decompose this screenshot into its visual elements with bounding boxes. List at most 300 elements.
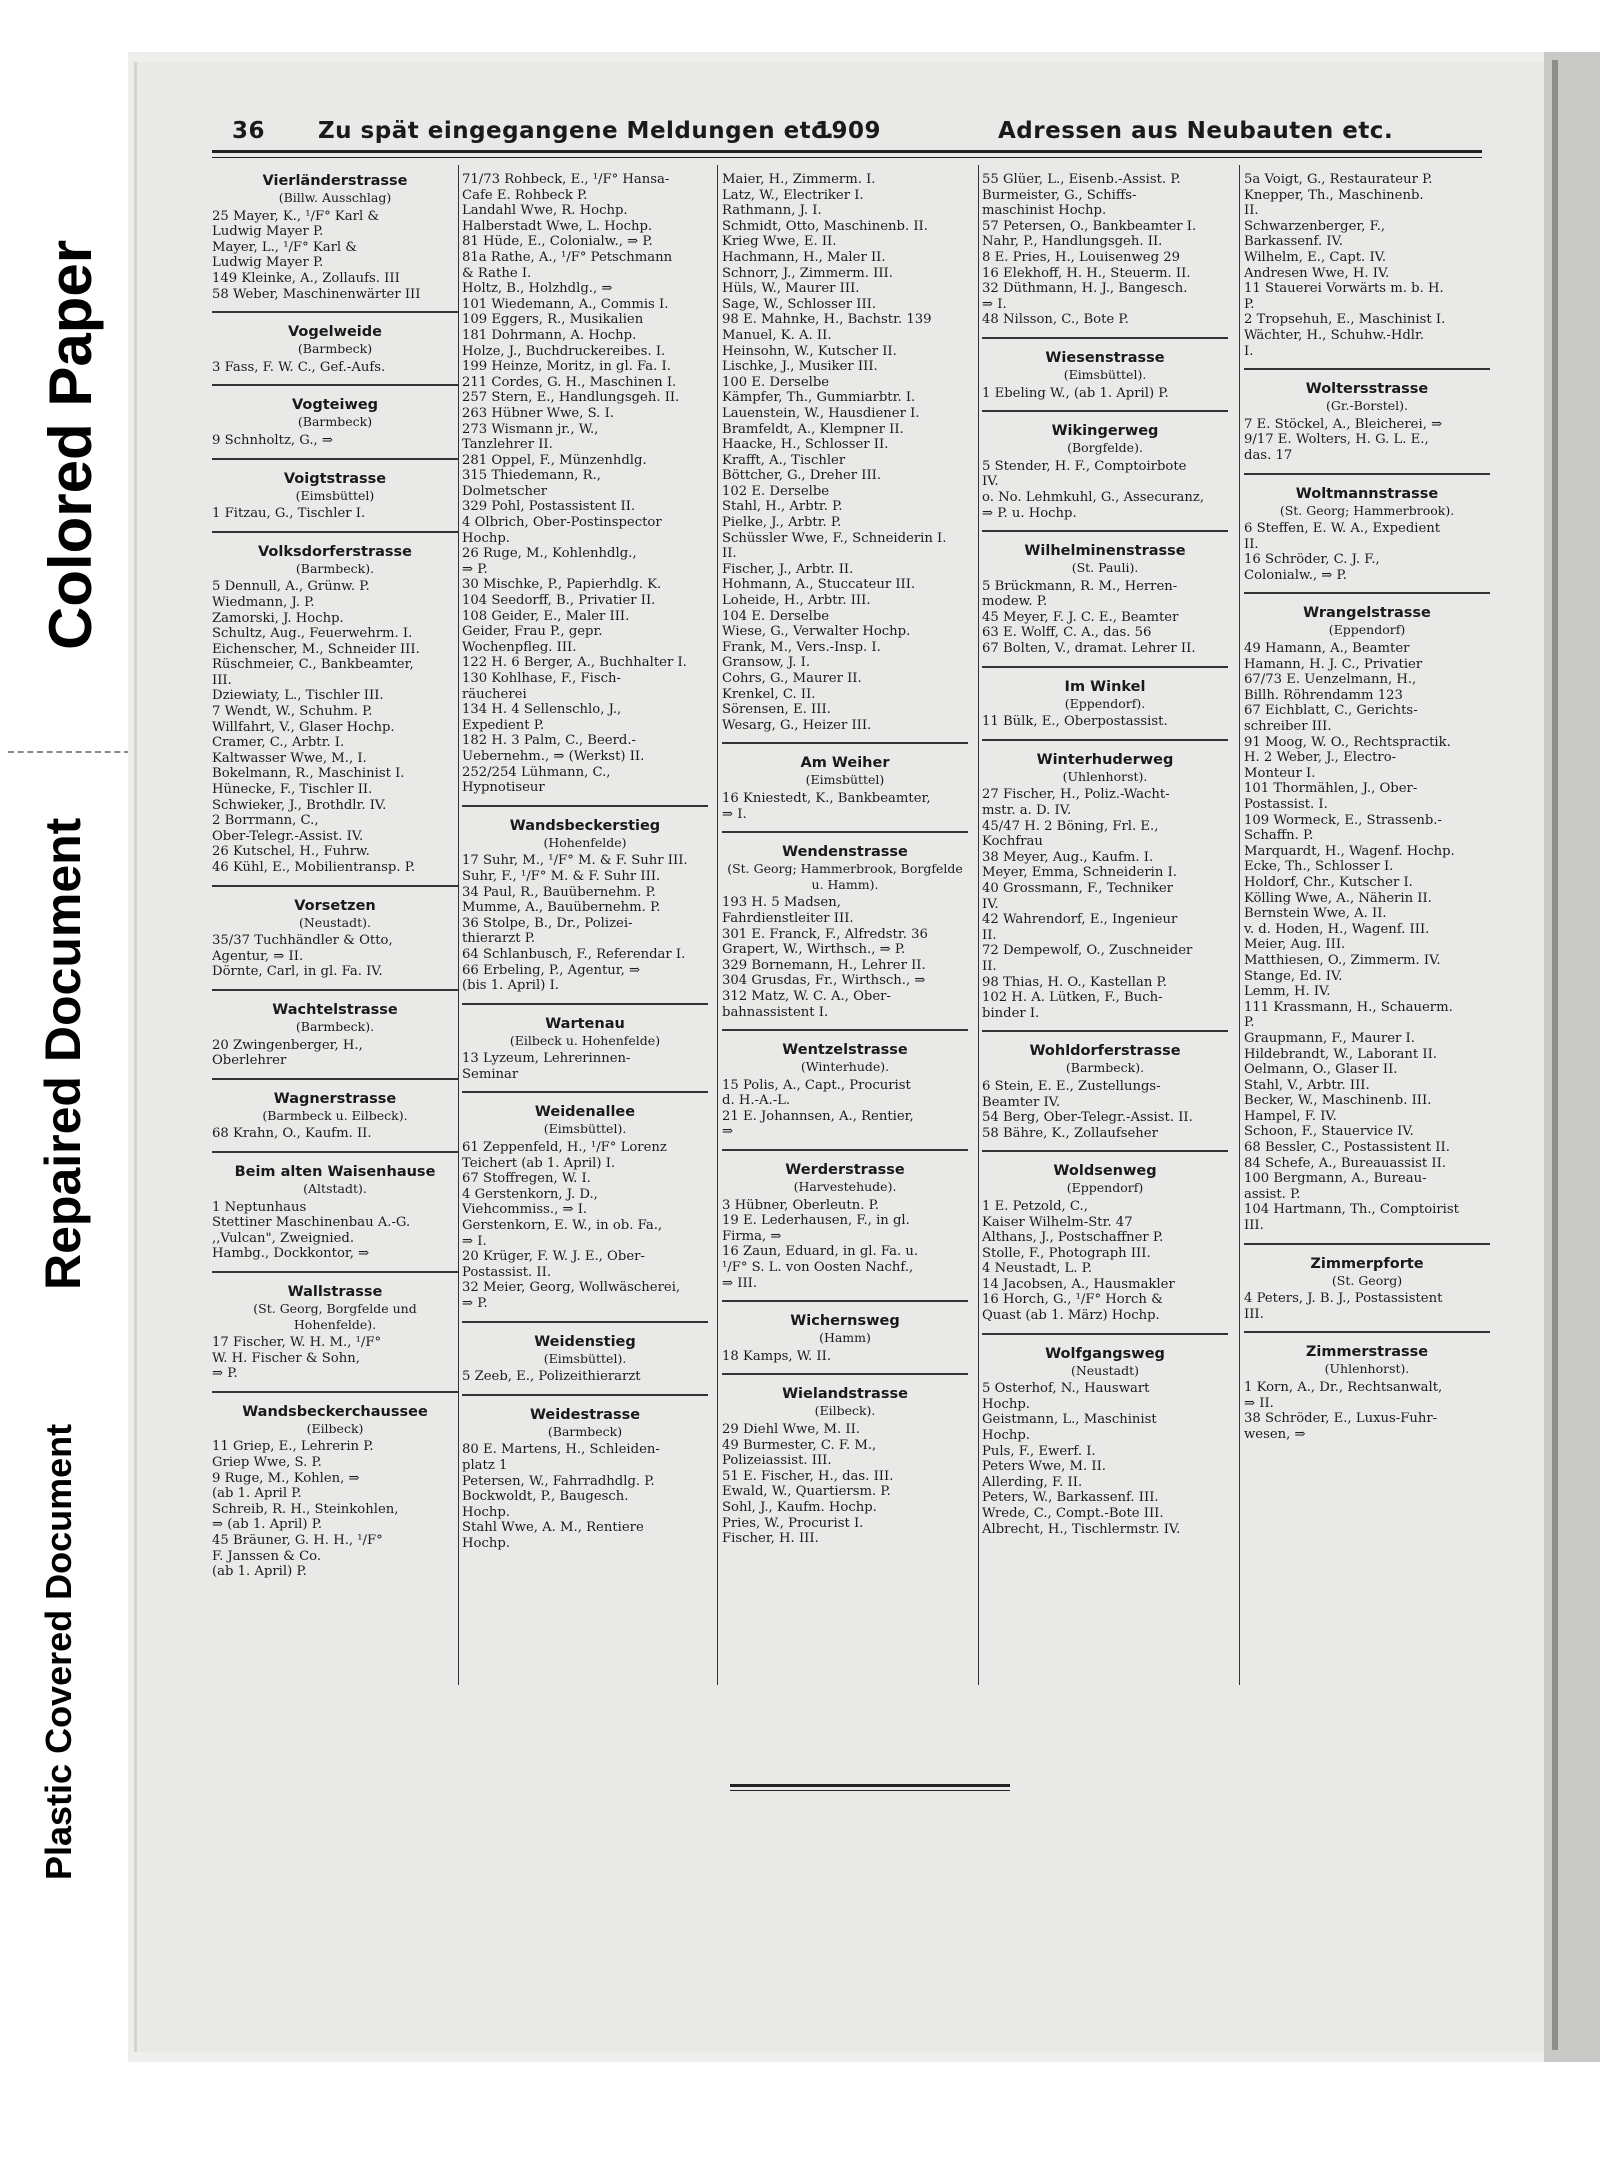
resident-entry: 104 E. Derselbe (722, 608, 830, 624)
resident-entry: Suhr, F., ¹/F° M. & F. Suhr III. (462, 868, 661, 884)
resident-entry: 11 Stauerei Vorwärts m. b. H. (1244, 281, 1444, 297)
resident-entry: 5 Dennull, A., Grünw. P. (212, 579, 370, 595)
resident-entry: assist. P. (1244, 1186, 1301, 1202)
street-section (462, 1103, 708, 1322)
resident-entry: Schwarzenberger, F., (1244, 218, 1386, 234)
resident-entry: Marquardt, H., Wagenf. Hochp. (1244, 843, 1455, 859)
resident-entry: 3 Hübner, Oberleutn. P. (722, 1197, 879, 1213)
resident-entry: 2 Borrmann, C., (212, 813, 319, 829)
ornament-rule-thin (730, 1790, 1010, 1791)
resident-entry: Bernstein Wwe, A. II. (1244, 906, 1387, 922)
resident-entry: Quast (ab 1. März) Hochp. (982, 1308, 1160, 1324)
resident-entry: Billh. Röhrendamm 123 (1244, 687, 1403, 703)
resident-entry: Grapert, W., Wirthsch., ⇒ P. (722, 942, 906, 958)
street-section (1244, 485, 1490, 595)
resident-entry: IV. (982, 896, 999, 912)
resident-entry: Hüls, W., Maurer III. (722, 281, 860, 297)
resident-entry: 104 Seedorff, B., Privatier II. (462, 593, 656, 609)
street-name: Zimmerpforte (1310, 1255, 1424, 1272)
resident-entry: Hochp. (982, 1396, 1030, 1412)
resident-entry: Becker, W., Maschinenb. III. (1244, 1093, 1432, 1109)
resident-entry: II. (1244, 536, 1259, 552)
resident-entry: bahnassistent I. (722, 1004, 829, 1020)
street-section (212, 470, 458, 533)
resident-entry: Schaffn. P. (1244, 828, 1314, 844)
resident-entry: Zamorski, J. Hochp. (212, 610, 344, 626)
resident-entry: Viehcommiss., ⇒ I. (462, 1202, 588, 1218)
resident-entry: 9/17 E. Wolters, H. G. L. E., (1244, 432, 1429, 448)
resident-entry: ⇒ I. (982, 296, 1007, 312)
street-section (982, 422, 1228, 532)
resident-entry: III. (1244, 1218, 1264, 1234)
district-name: (Eilbeck). (814, 1403, 876, 1419)
resident-entry: 6 Stein, E. E., Zustellungs- (982, 1078, 1161, 1094)
resident-entry: Cohrs, G., Maurer II. (722, 671, 862, 686)
column-divider (978, 165, 979, 1685)
resident-entry: II. (1244, 203, 1259, 219)
header-rule (212, 150, 1482, 153)
street-name: Woldsenweg (1053, 1163, 1157, 1180)
resident-entry: 34 Paul, R., Bauübernehm. P. (462, 884, 656, 900)
resident-entry: 67 Stoffregen, W. I. (462, 1171, 591, 1187)
resident-entry: Schultz, Aug., Feuerwehrm. I. (212, 626, 413, 642)
resident-entry: 68 Bessler, C., Postassistent II. (1244, 1140, 1450, 1156)
resident-entry: 5a Voigt, G., Restaurateur P. (1244, 172, 1433, 187)
resident-entry: schreiber III. (1244, 719, 1332, 735)
street-name: Wallstrasse (287, 1283, 383, 1300)
district-name: (Billw. Ausschlag) (278, 190, 392, 205)
district-name: (St. Georg) (1331, 1272, 1403, 1288)
street-section (212, 323, 458, 386)
street-name: Wandsbeckerchaussee (242, 1403, 428, 1420)
resident-entry: Mumme, A., Bauübernehm. P. (462, 900, 661, 916)
resident-entry: Ludwig Mayer P. (212, 255, 324, 271)
district-name: (Uhlenhorst). (1324, 1361, 1410, 1377)
district-name: (Eimsbüttel). (543, 1121, 627, 1137)
resident-entry: binder I. (982, 1005, 1040, 1021)
district-name: (Eimsbüttel). (1063, 366, 1147, 382)
resident-entry: Tanzlehrer II. (462, 437, 553, 453)
resident-entry: 2 Tropsehuh, E., Maschinist I. (1244, 312, 1446, 328)
resident-entry: Hochp. (462, 1535, 510, 1551)
resident-entry: 64 Schlanbusch, F., Referendar I. (462, 946, 686, 962)
resident-entry: Landahl Wwe, R. Hochp. (462, 203, 628, 219)
resident-entry: 101 Thormählen, J., Ober- (1244, 781, 1418, 797)
resident-entry: ,,Vulcan", Zweignied. (212, 1230, 355, 1246)
district-name: (Neustadt). (298, 914, 372, 930)
resident-entry: 15 Polis, A., Capt., Procurist (722, 1077, 911, 1093)
street-section (462, 1333, 708, 1396)
resident-entry: 45 Bräuner, G. H. H., ¹/F° (212, 1533, 383, 1549)
resident-entry: Oberlehrer (212, 1053, 287, 1069)
street-name: Voigtstrasse (283, 470, 387, 487)
resident-entry: wesen, ⇒ (1244, 1426, 1306, 1442)
street-section (982, 1162, 1228, 1334)
resident-entry: 1 Neptunhaus (212, 1199, 307, 1215)
street-name: Woltersstrasse (1305, 381, 1429, 398)
resident-entry: Willfahrt, V., Glaser Hochp. (212, 719, 395, 735)
street-name: Weidenstieg (534, 1333, 636, 1350)
resident-entry: Stahl, V., Arbtr. III. (1244, 1077, 1370, 1093)
resident-entry: 63 E. Wolff, C. A., das. 56 (982, 625, 1152, 641)
resident-entry: 17 Fischer, W. H. M., ¹/F° (212, 1335, 382, 1351)
resident-entry: 1 Fitzau, G., Tischler I. (212, 506, 366, 522)
resident-entry: Puls, F., Ewerf. I. (982, 1443, 1096, 1459)
resident-entry: thierarzt P. (462, 931, 536, 947)
resident-entry: 7 E. Stöckel, A., Bleicherei, ⇒ (1244, 416, 1443, 432)
district-name: (Barmbeck). (295, 1018, 375, 1034)
street-name: Weidestrasse (529, 1406, 641, 1423)
resident-entry: Petersen, W., Fahrradhdlg. P. (462, 1473, 655, 1489)
resident-entry: ⇒ (722, 1124, 734, 1140)
resident-entry: Lauenstein, W., Hausdiener I. (722, 405, 920, 421)
street-name: Wagnerstrasse (273, 1090, 397, 1107)
resident-entry: 61 Zeppenfeld, H., ¹/F° Lorenz (462, 1140, 667, 1156)
resident-entry: Bockwoldt, P., Baugesch. (462, 1489, 629, 1505)
resident-entry: 304 Grusdas, Fr., Wirthsch., ⇒ (722, 973, 926, 989)
resident-entry: 46 Kühl, E., Mobilientransp. P. (212, 860, 416, 875)
header-rule-thin (212, 157, 1482, 158)
resident-entry: 38 Schröder, E., Luxus-Fuhr- (1244, 1411, 1438, 1427)
resident-entry: Seminar (462, 1066, 519, 1082)
street-section (212, 396, 458, 459)
resident-entry: 11 Bülk, E., Oberpostassist. (982, 714, 1168, 730)
resident-entry: Andresen Wwe, H. IV. (1244, 265, 1390, 281)
street-name: Wolfgangsweg (1045, 1345, 1165, 1362)
resident-entry: Ecke, Th., Schlosser I. (1244, 859, 1394, 875)
resident-entry: Halberstadt Wwe, L. Hochp. (462, 218, 653, 234)
resident-entry: Krenkel, C. II. (722, 686, 816, 702)
resident-entry: Graupmann, F., Maurer I. (1244, 1030, 1415, 1046)
resident-entry: Stahl Wwe, A. M., Rentiere (462, 1520, 644, 1536)
resident-entry: ⇒ (ab 1. April) P. (212, 1517, 323, 1533)
resident-entry: Barkassenf. IV. (1244, 234, 1343, 250)
resident-entry: Wilhelm, E., Capt. IV. (1244, 249, 1387, 265)
resident-entry: Schmidt, Otto, Maschinenb. II. (722, 218, 928, 234)
resident-entry: Frank, M., Vers.-Insp. I. (722, 639, 881, 655)
resident-entry: 181 Dohrmann, A. Hochp. (462, 327, 637, 343)
resident-entry: Pielke, J., Arbtr. P. (722, 515, 842, 531)
street-section (1244, 604, 1490, 1244)
district-name: (Hamm) (819, 1330, 871, 1346)
resident-entry: 252/254 Lühmann, C., (462, 764, 611, 780)
street-name: Wiesenstrasse (1045, 349, 1165, 366)
resident-entry: Heinsohn, W., Kutscher II. (722, 343, 897, 359)
resident-entry: 68 Krahn, O., Kaufm. II. (212, 1126, 372, 1142)
street-name: Im Winkel (1064, 678, 1146, 695)
resident-entry: 27 Fischer, H., Poliz.-Wacht- (982, 787, 1170, 803)
resident-entry: Schnorr, J., Zimmerm. III. (722, 265, 893, 281)
resident-entry: Schwieker, J., Brothdlr. IV. (212, 797, 387, 813)
resident-entry: P. (1244, 296, 1255, 312)
street-section (212, 1283, 458, 1393)
resident-entry: modew. P. (982, 594, 1048, 610)
street-section (212, 543, 458, 887)
resident-entry: Cramer, C., Arbtr. I. (212, 735, 345, 751)
resident-entry: 49 Hamann, A., Beamter (1244, 641, 1410, 657)
street-section (722, 172, 968, 744)
street-name: Wentzelstrasse (782, 1042, 908, 1059)
resident-entry: (ab 1. April) P. (212, 1564, 307, 1580)
resident-entry: 100 Bergmann, A., Bureau- (1244, 1171, 1427, 1187)
label-plastic-covered-document: Plastic Covered Document (38, 1423, 79, 1880)
resident-entry: Geider, Frau P., gepr. (462, 624, 603, 640)
condition-label-strip (0, 0, 128, 2177)
street-name: Zimmerstrasse (1305, 1344, 1429, 1361)
resident-entry: Hamann, H. J. C., Privatier (1244, 656, 1423, 672)
street-section (1244, 1343, 1490, 1451)
street-name: Wielandstrasse (782, 1386, 908, 1403)
resident-entry: 6 Steffen, E. W. A., Expedient (1244, 521, 1441, 537)
resident-entry: Albrecht, H., Tischlermstr. IV. (982, 1521, 1181, 1537)
resident-entry: 20 Krüger, F. W. J. E., Ober- (462, 1249, 645, 1265)
resident-entry: 273 Wismann jr., W., (462, 421, 599, 437)
resident-entry: Hypnotiseur (462, 780, 545, 796)
resident-entry: 51 E. Fischer, H., das. III. (722, 1468, 894, 1484)
resident-entry: Wochenpfleg. III. (462, 639, 577, 655)
street-section (982, 751, 1228, 1033)
resident-entry: d. H.-A.-L. (722, 1093, 791, 1109)
resident-entry: 199 Heinze, Moritz, in gl. Fa. I. (462, 359, 671, 375)
resident-entry: ⇒ II. (1244, 1395, 1274, 1411)
resident-entry: Dörnte, Carl, in gl. Fa. IV. (212, 964, 383, 980)
header-right-title: Adressen aus Neubauten etc. (998, 118, 1394, 144)
resident-entry: Rüschmeier, C., Bankbeamter, (212, 657, 414, 673)
resident-entry: 32 Düthmann, H. J., Bangesch. (982, 281, 1188, 297)
resident-entry: Mayer, L., ¹/F° Karl & (212, 239, 358, 255)
resident-entry: Knepper, Th., Maschinenb. (1244, 187, 1424, 203)
street-name: Wartenau (545, 1015, 625, 1032)
resident-entry: 7 Wendt, W., Schuhm. P. (212, 704, 373, 720)
resident-entry: Hochp. (462, 530, 510, 546)
header-year: 1909 (815, 118, 882, 144)
resident-entry: 211 Cordes, G. H., Maschinen I. (462, 374, 677, 390)
resident-entry: Meier, Aug. III. (1244, 937, 1346, 953)
resident-entry: Fischer, J., Arbtr. II. (722, 561, 854, 577)
resident-entry: 98 Thias, H. O., Kastellan P. (982, 974, 1167, 990)
resident-entry: Eichenscher, M., Schneider III. (212, 641, 420, 657)
street-name: Vogteiweg (291, 397, 379, 414)
resident-entry: Loheide, H., Arbtr. III. (722, 593, 871, 609)
street-section (212, 1090, 458, 1153)
resident-entry: 100 E. Derselbe (722, 374, 830, 390)
resident-entry: Stange, Ed. IV. (1244, 968, 1343, 984)
resident-entry: Rathmann, J. I. (722, 203, 822, 219)
resident-entry: Hambg., Dockkontor, ⇒ (212, 1246, 370, 1262)
resident-entry: Cafe E. Rohbeck P. (462, 187, 588, 203)
district-name: (Eimsbüttel) (295, 487, 375, 503)
resident-entry: 67/73 E. Uenzelmann, H., (1244, 672, 1417, 688)
page-edge-shadow (1552, 60, 1558, 2050)
resident-entry: 29 Diehl Wwe, M. II. (722, 1422, 860, 1437)
resident-entry: Schüssler Wwe, F., Schneiderin I. (722, 530, 947, 546)
resident-entry: das. 17 (1244, 447, 1293, 463)
resident-entry: Colonialw., ⇒ P. (1244, 567, 1347, 583)
resident-entry: IV. (982, 474, 999, 490)
resident-entry: 80 E. Martens, H., Schleiden- (462, 1442, 660, 1458)
district-name: (Barmbeck) (547, 1423, 623, 1439)
street-section (462, 1015, 708, 1094)
resident-entry: 14 Jacobsen, A., Hausmakler (982, 1276, 1175, 1292)
resident-entry: Schreib, R. H., Steinkohlen, (212, 1501, 399, 1517)
resident-entry: Dziewiaty, L., Tischler III. (212, 688, 384, 704)
resident-entry: 111 Krassmann, H., Schauerm. (1244, 999, 1453, 1015)
street-section (982, 542, 1228, 668)
district-name: (Winterhude). (800, 1059, 890, 1075)
resident-entry: Hohmann, A., Stuccateur III. (722, 577, 916, 593)
district-name: (Barmbeck u. Eilbeck). (262, 1107, 408, 1123)
resident-entry: Polizeiassist. III. (722, 1453, 832, 1469)
resident-entry: 9 Ruge, M., Kohlen, ⇒ (212, 1470, 360, 1486)
resident-entry: ⇒ P. u. Hochp. (982, 505, 1077, 521)
resident-entry: o. No. Lehmkuhl, G., Assecuranz, (982, 489, 1205, 505)
resident-entry: Gransow, J. I. (722, 655, 811, 671)
resident-entry: 104 Hartmann, Th., Comptoirist (1244, 1202, 1459, 1218)
district-name: (Eppendorf) (1066, 1180, 1144, 1196)
resident-entry: 102 H. A. Lütken, F., Buch- (982, 990, 1163, 1006)
street-section (982, 1345, 1228, 1547)
resident-entry: Griep Wwe, S. P. (212, 1455, 322, 1471)
resident-entry: 1 Ebeling W., (ab 1. April) P. (982, 385, 1169, 401)
street-name: Winterhuderweg (1036, 751, 1174, 768)
resident-entry: 16 Schröder, C. J. F., (1244, 552, 1380, 568)
resident-entry: (ab 1. April P. (212, 1486, 302, 1502)
street-section (212, 1001, 458, 1080)
resident-entry: Wiese, G., Verwalter Hochp. (722, 624, 911, 640)
resident-entry: 329 Bornemann, H., Lehrer II. (722, 957, 926, 973)
district-name: (Uhlenhorst). (1062, 768, 1148, 784)
column-divider (458, 165, 459, 1685)
resident-entry: 5 Osterhof, N., Hauswart (982, 1381, 1150, 1397)
resident-entry: 71/73 Rohbeck, E., ¹/F° Hansa- (462, 172, 670, 187)
resident-entry: 5 Brückmann, R. M., Herren- (982, 578, 1178, 594)
resident-entry: I. (1244, 343, 1254, 359)
resident-entry: Holtz, B., Holzhdlg., ⇒ (462, 281, 613, 297)
resident-entry: Fischer, H. III. (722, 1531, 819, 1547)
street-section (982, 1042, 1228, 1152)
resident-entry: Hildebrandt, W., Laborant II. (1244, 1046, 1437, 1062)
resident-entry: Haacke, H., Schlosser II. (722, 437, 889, 453)
label-colored-paper: Colored Paper (37, 239, 104, 650)
street-section (212, 1403, 458, 1589)
resident-entry: 67 Bolten, V., dramat. Lehrer II. (982, 641, 1196, 657)
resident-entry: 16 Zaun, Eduard, in gl. Fa. u. (722, 1244, 919, 1260)
resident-entry: Allerding, F. II. (982, 1474, 1083, 1490)
resident-entry: 257 Stern, E., Handlungsgeh. II. (462, 390, 680, 406)
street-name: Am Weiher (800, 755, 890, 772)
resident-entry: Nahr, P., Handlungsgeh. II. (982, 234, 1163, 250)
resident-entry: 109 Eggers, R., Musikalien (462, 312, 644, 328)
resident-entry: 32 Meier, Georg, Wollwäscherei, (462, 1280, 681, 1296)
resident-entry: Kaltwasser Wwe, M., I. (212, 750, 367, 766)
street-section (462, 817, 708, 1005)
resident-entry: 42 Wahrendorf, E., Ingenieur (982, 912, 1178, 928)
district-name: (St. Georg; Hammerbrook, Borgfelde u. Hamm). (727, 861, 963, 892)
resident-entry: Bramfeldt, A., Klempner II. (722, 421, 904, 437)
resident-entry: P. (1244, 1015, 1255, 1031)
directory-column-1 (212, 172, 458, 1599)
resident-entry: ⇒ III. (722, 1275, 758, 1291)
street-name: Wachtelstrasse (272, 1001, 398, 1018)
resident-entry: 40 Grossmann, F., Techniker (982, 881, 1173, 896)
resident-entry: ⇒ I. (462, 1233, 487, 1249)
resident-entry: 98 E. Mahnke, H., Bachstr. 139 (722, 312, 932, 328)
resident-entry: Hochp. (462, 1504, 510, 1520)
resident-entry: Kaiser Wilhelm-Str. 47 (982, 1214, 1133, 1230)
resident-entry: Peters, W., Barkassenf. III. (982, 1490, 1159, 1506)
district-name: (Eimsbüttel) (805, 772, 885, 788)
resident-entry: Latz, W., Electriker I. (722, 187, 864, 203)
resident-entry: Wächter, H., Schuhw.-Hdlr. (1244, 327, 1425, 343)
resident-entry: (bis 1. April) I. (462, 978, 559, 994)
header-left-title: Zu spät eingegangene Meldungen etc. (318, 118, 835, 144)
resident-entry: 25 Mayer, K., ¹/F° Karl & (212, 208, 380, 224)
street-section (722, 843, 968, 1031)
resident-entry: 315 Thiedemann, R., (462, 468, 601, 484)
resident-entry: 8 E. Pries, H., Louisenweg 29 (982, 249, 1180, 265)
street-section (722, 1041, 968, 1151)
resident-entry: II. (722, 546, 737, 562)
street-name: Volksdorferstrasse (257, 543, 412, 560)
street-name: Vogelweide (288, 324, 382, 341)
resident-entry: 45 Meyer, F. J. C. E., Beamter (982, 609, 1179, 625)
street-section (722, 1312, 968, 1375)
resident-entry: 281 Oppel, F., Münzenhdlg. (462, 452, 647, 468)
resident-entry: Hachmann, H., Maler II. (722, 249, 886, 265)
resident-entry: 16 Horch, G., ¹/F° Horch & (982, 1292, 1163, 1308)
resident-entry: 35/37 Tuchhändler & Otto, (212, 933, 393, 949)
resident-entry: 4 Gerstenkorn, J. D., (462, 1186, 598, 1202)
street-name: Weidenallee (534, 1104, 636, 1121)
district-name: (Barmbeck) (297, 341, 373, 357)
street-name: Beim alten Waisenhause (234, 1163, 436, 1180)
resident-entry: 81a Rathe, A., ¹/F° Petschmann (462, 249, 673, 265)
district-name: (Barmbeck). (1065, 1060, 1145, 1076)
resident-entry: 36 Stolpe, B., Dr., Polizei- (462, 915, 633, 931)
district-name: (Barmbeck). (295, 560, 375, 576)
district-name: (Eppendorf) (1328, 622, 1406, 638)
resident-entry: Lemm, H. IV. (1244, 984, 1331, 1000)
resident-entry: 102 E. Derselbe (722, 483, 830, 499)
street-name: Wendenstrasse (782, 844, 908, 861)
district-name: (Eppendorf). (1064, 695, 1146, 711)
street-name: Wandsbeckerstieg (509, 817, 661, 834)
resident-entry: 101 Wiedemann, A., Commis I. (462, 296, 669, 312)
street-section (722, 1161, 968, 1302)
street-name: Wilhelminenstrasse (1024, 543, 1186, 560)
resident-entry: Burmeister, G., Schiffs- (982, 187, 1137, 203)
resident-entry: 4 Neustadt, L. P. (982, 1261, 1093, 1277)
resident-entry: Dolmetscher (462, 483, 548, 499)
resident-entry: 329 Pohl, Postassistent II. (462, 499, 636, 515)
label-repaired-document: Repaired Document (35, 817, 91, 1290)
resident-entry: 26 Ruge, M., Kohlenhdlg., (462, 546, 637, 562)
resident-entry: Kölling Wwe, A., Näherin II. (1244, 890, 1432, 906)
district-name: (Altstadt). (303, 1180, 367, 1196)
resident-entry: Althans, J., Postschaffner P. (982, 1230, 1164, 1246)
resident-entry: Wrede, C., Compt.-Bote III. (982, 1506, 1164, 1521)
resident-entry: 30 Mischke, P., Papierhdlg. K. (462, 577, 662, 593)
resident-entry: 72 Dempewolf, O., Zuschneider (982, 943, 1193, 959)
district-name: (St. Georg; Hammerbrook). (1279, 502, 1455, 518)
label-divider (8, 751, 130, 753)
street-section (982, 349, 1228, 412)
resident-entry: mstr. a. D. IV. (982, 803, 1072, 819)
resident-entry: Maier, H., Zimmerm. I. (722, 172, 876, 187)
resident-entry: Hünecke, F., Tischler II. (212, 782, 373, 798)
resident-entry: 193 H. 5 Madsen, (722, 895, 841, 911)
resident-entry: ⇒ P. (462, 1296, 488, 1311)
